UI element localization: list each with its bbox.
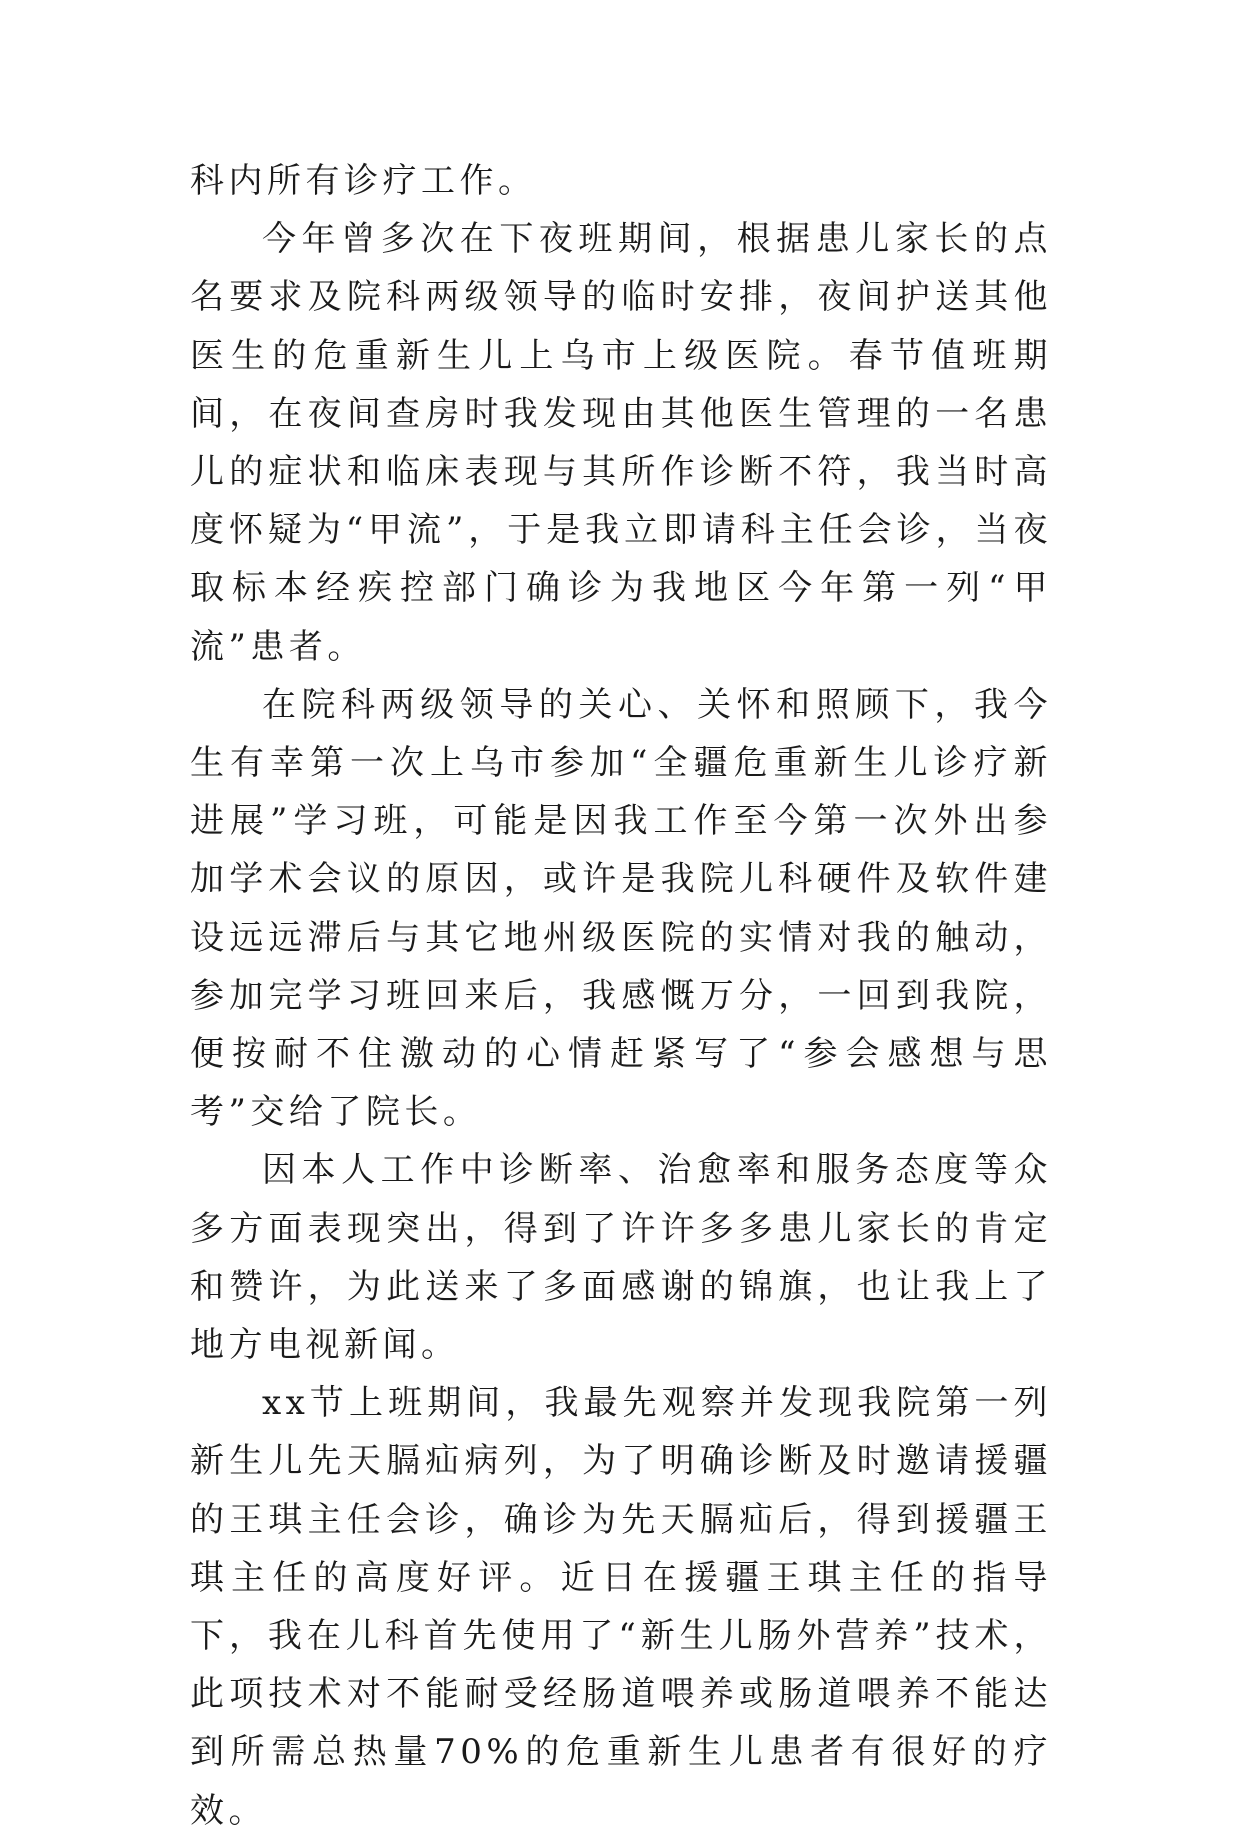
paragraph-1: 科内所有诊疗工作。 <box>190 161 537 201</box>
paragraph-2: 今年曾多次在下夜班期间，根据患儿家长的点名要求及院科两级领导的临时安排，夜间护送其他医生的危重新生儿上乌市上级医院。春节值班期间，在夜间查房时我发现由其他医生管理的一名患儿的症状和临床表现与其所作诊断不符，我当时高度怀疑为“甲流”，于是我立即请科主任会诊，当夜取标本经疾控部门确诊为我地区今年第一列“甲流”患者。 <box>190 219 1052 667</box>
paragraph-4: 因本人工作中诊断率、治愈率和服务态度等众多方面表现突出，得到了许许多多患儿家长的肯定和赞许，为此送来了多面感谢的锦旗，也让我上了地方电视新闻。 <box>190 1150 1052 1366</box>
document-body <box>190 152 1052 1840</box>
paragraph-3: 在院科两级领导的关心、关怀和照顾下，我今生有幸第一次上乌市参加“全疆危重新生儿诊疗新进展”学习班，可能是因我工作至今第一次外出参加学术会议的原因，或许是我院儿科硬件及软件建设远远滞后与其它地州级医院的实情对我的触动，参加完学习班回来后，我感慨万分，一回到我院，便按耐不住激动的心情赶紧写了“参会感想与思考”交给了院长。 <box>190 684 1052 1133</box>
paragraph-5: xx节上班期间，我最先观察并发现我院第一列新生儿先天膈疝病列，为了明确诊断及时邀请援疆的王琪主任会诊，确诊为先天膈疝后，得到援疆王琪主任的高度好评。近日在援疆王琪主任的指导下，我在儿科首先使用了“新生儿肠外营养”技术，此项技术对不能耐受经肠道喂养或肠道喂养不能达到所需总热量70%的危重新生儿患者有很好的疗效。 <box>190 1383 1052 1831</box>
